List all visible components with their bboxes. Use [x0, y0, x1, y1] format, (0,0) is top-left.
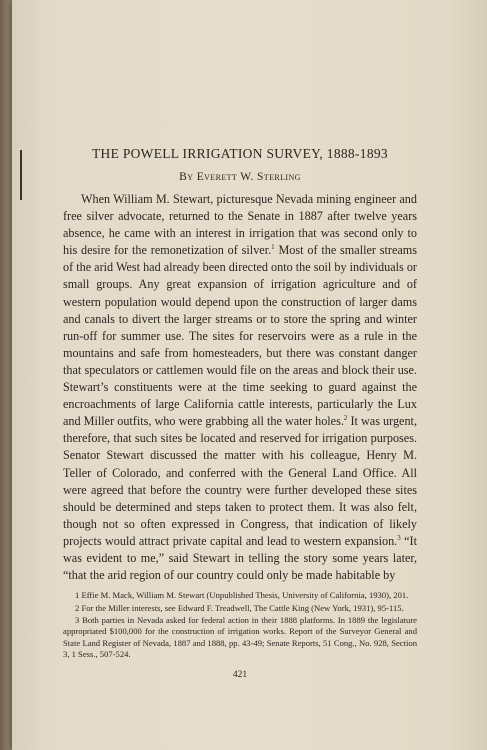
footnote-ref-1: 1 [271, 243, 275, 252]
footnotes [63, 590, 417, 660]
book-page [12, 0, 487, 750]
footnote-3: 3 Both parties in Nevada asked for federal action in their 1888 platforms. In 1889 the legislature appropriated $100,000 for the construction of irrigation works. Report of the Surveyor General and State Land Register of Nevada, 1887 and 1888, pp. 43-49; Senate Reports, 51 Cong., No. 928, Section 3, 1 Sess., 507-524. [63, 614, 417, 660]
body-text-4: “It was evident to me,” said Stewart in telling the story some years later, “that the arid region of our country could only be made habitable by [63, 533, 417, 583]
footnote-ref-3: 3 [397, 533, 401, 542]
article-author: By Everett W. Sterling [179, 171, 301, 183]
page-number: 421 [232, 669, 248, 680]
body-text-3: It was urgent, therefore, that such sites be located and reserved for irrigation purposes. Senator Stewart discussed the matter with his colleague, Henry M. Teller of Colorado, and conferred with the General Land Office. All were agreed that before the country were further developed these sites should be determined and steps taken to protect them. It was also felt, though not so often expressed in Congress, that indication of likely projects would attract private capital and lead to western expansion. [63, 414, 417, 548]
footnote-1: 1 Effie M. Mack, William M. Stewart (Unpublished Thesis, University of California, 1930), 201. [75, 590, 409, 601]
article-body [63, 191, 417, 584]
book-edge [0, 0, 12, 750]
body-text-1: When William M. Stewart, picturesque Nevada mining engineer and free silver advocate, returned to the Senate in 1887 after twelve years absence, he came with an interest in irrigation that was second only to his desire for the remonetization of silver. [63, 192, 417, 258]
footnote-2: 2 For the Miller interests, see Edward F. Treadwell, The Cattle King (New York, 1931), 95-115. [75, 602, 404, 613]
page-text-block [63, 146, 417, 680]
footnote-ref-2: 2 [343, 414, 348, 423]
body-text-2: Most of the smaller streams of the arid West had already been directed onto the soil by individuals or small groups. Any great expansion of irrigation agriculture and of western population would depend upon the construction of larger dams and canals to divert the larger streams or to store the spring and winter run-off for summer use. The sites for reservoirs were as a rule in the mountains and safe from homesteaders, but there was constant danger that speculators or cattlemen would file on the areas and block their use. Stewart’s constituents were at the time seeking to guard against the encroachments of large California cattle interests, particularly the Lux and Miller outfits, who were grabbing all the water holes. [63, 243, 417, 429]
article-title: THE POWELL IRRIGATION SURVEY, 1888-1893 [92, 146, 388, 161]
binding-mark [20, 150, 22, 200]
